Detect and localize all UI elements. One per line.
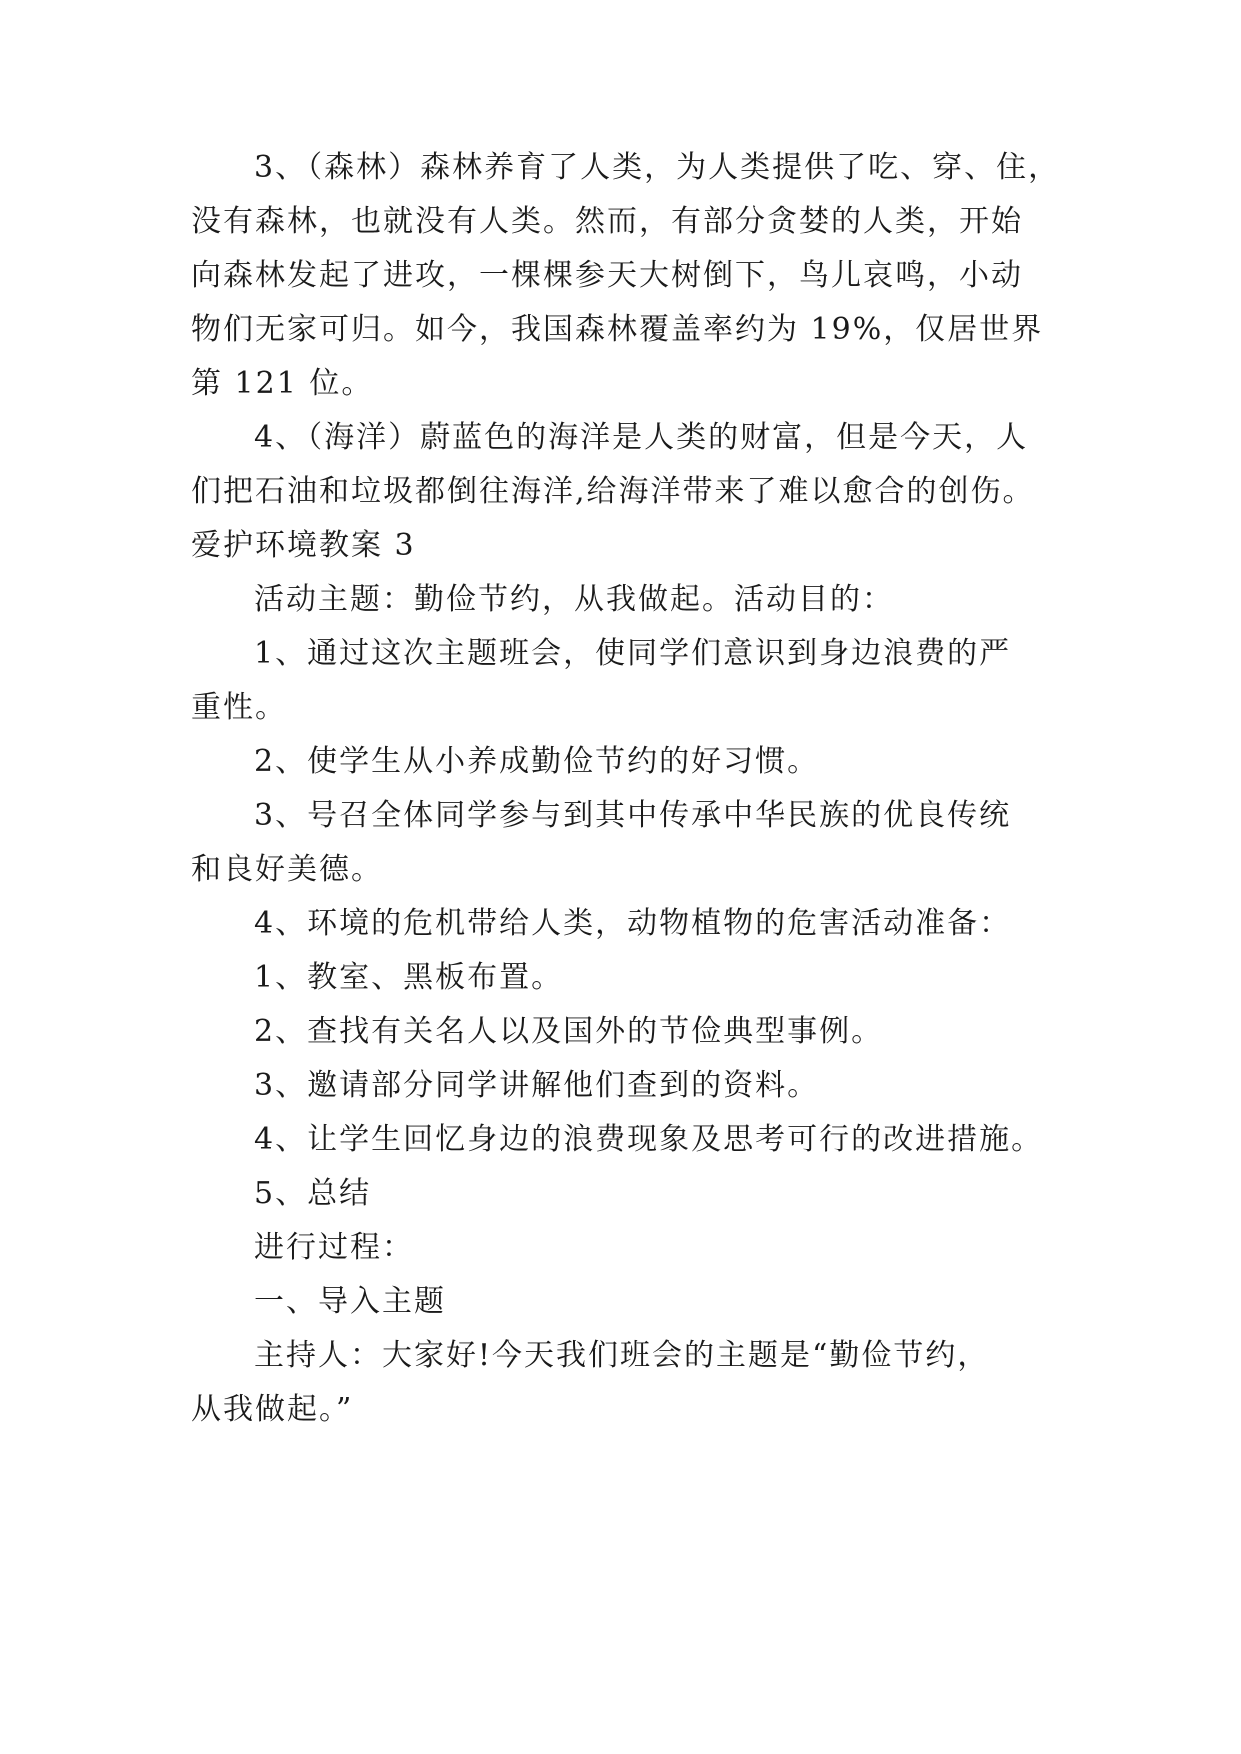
paragraph-line: 主持人：大家好!今天我们班会的主题是“勤俭节约，	[254, 1338, 990, 1373]
paragraph-line: 活动主题：勤俭节约，从我做起。活动目的：	[254, 582, 894, 617]
paragraph-line: 进行过程：	[254, 1230, 414, 1265]
list-item: 4、让学生回忆身边的浪费现象及思考可行的改进措施。	[254, 1122, 1044, 1157]
list-item: 2、使学生从小养成勤俭节约的好习惯。	[254, 744, 820, 779]
list-item: 1、通过这次主题班会，使同学们意识到身边浪费的严	[254, 636, 1012, 671]
list-item: 1、教室、黑板布置。	[254, 960, 564, 995]
paragraph-line: 从我做起。”	[191, 1392, 354, 1427]
paragraph-line: 第 121 位。	[191, 366, 374, 401]
paragraph-line: 4、（海洋）蔚蓝色的海洋是人类的财富，但是今天，人	[254, 420, 1029, 455]
paragraph-line: 3、（森林）森林养育了人类，为人类提供了吃、穿、住，	[254, 150, 1061, 185]
list-item: 3、号召全体同学参与到其中传承中华民族的优良传统	[254, 798, 1012, 833]
section-heading: 一、导入主题	[254, 1284, 446, 1319]
paragraph-line: 和良好美德。	[191, 852, 383, 887]
list-item: 5、总结	[254, 1176, 372, 1211]
list-item: 4、环境的危机带给人类，动物植物的危害活动准备：	[254, 906, 1012, 941]
paragraph-line: 物们无家可归。如今，我国森林覆盖率约为 19%，仅居世界	[191, 312, 1044, 347]
paragraph-line: 重性。	[191, 690, 287, 725]
list-item: 2、查找有关名人以及国外的节俭典型事例。	[254, 1014, 884, 1049]
section-heading: 爱护环境教案 3	[191, 528, 416, 563]
paragraph-line: 们把石油和垃圾都倒往海洋,给海洋带来了难以愈合的创伤。	[191, 474, 1035, 509]
paragraph-line: 向森林发起了进攻，一棵棵参天大树倒下，鸟儿哀鸣，小动	[191, 258, 1023, 293]
list-item: 3、邀请部分同学讲解他们查到的资料。	[254, 1068, 820, 1103]
paragraph-line: 没有森林，也就没有人类。然而，有部分贪婪的人类，开始	[191, 204, 1023, 239]
